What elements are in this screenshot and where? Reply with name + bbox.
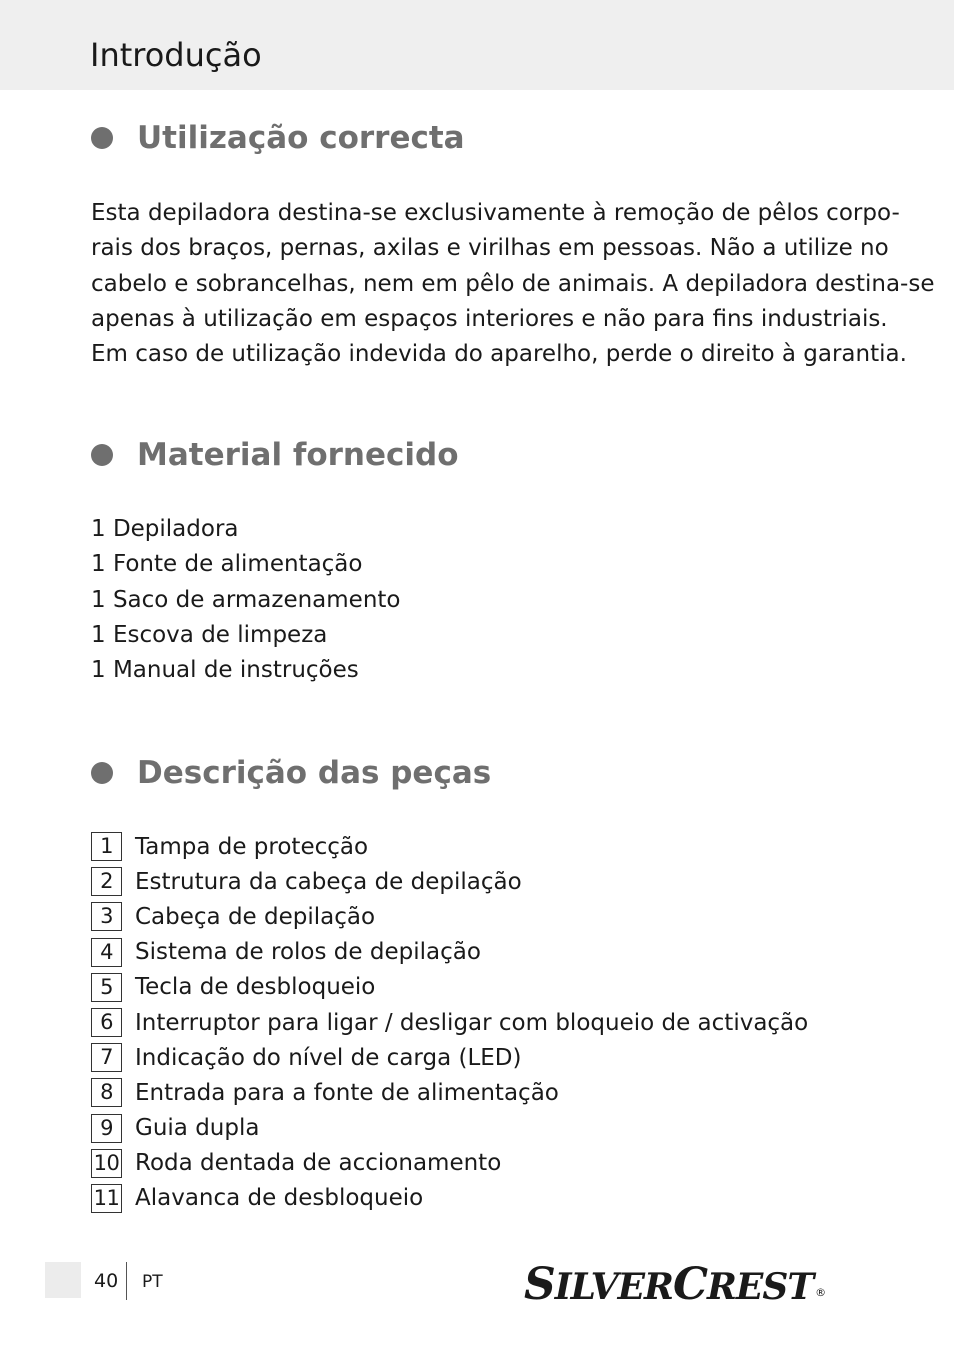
section-title: Utilização correcta xyxy=(137,120,465,156)
registered-mark: ® xyxy=(815,1286,826,1299)
bullet-icon xyxy=(91,762,113,784)
part-label: Tampa de protecção xyxy=(135,833,369,860)
part-row xyxy=(91,1111,808,1146)
footer-divider xyxy=(126,1262,127,1300)
part-row xyxy=(91,829,808,864)
paragraph-line: rais dos braços, pernas, axilas e virilhas em pessoas. Não a utilize no xyxy=(91,235,889,262)
brand-logo-ilver: ILVER xyxy=(554,1266,673,1308)
part-row xyxy=(91,1005,808,1040)
part-number: 4 xyxy=(91,938,122,967)
parts-list xyxy=(91,829,808,1216)
brand-logo-rest: REST xyxy=(706,1266,814,1308)
part-number: 6 xyxy=(91,1008,122,1037)
part-row xyxy=(91,1146,808,1181)
bullet-icon xyxy=(91,444,113,466)
part-row xyxy=(91,899,808,934)
paragraph-line: cabelo e sobrancelhas, nem em pêlo de animais. A depiladora destina-se xyxy=(91,270,935,297)
part-label: Alavanca de desbloqueio xyxy=(135,1185,424,1212)
part-label: Guia dupla xyxy=(135,1115,260,1142)
list-item: 1 Saco de armazenamento xyxy=(91,586,401,613)
brand-logo xyxy=(524,1258,826,1314)
list-item: 1 Escova de limpeza xyxy=(91,621,328,648)
list-item: 1 Depiladora xyxy=(91,516,239,542)
section-heading-material xyxy=(91,435,459,475)
page-number: 40 xyxy=(94,1270,119,1292)
paragraph-line: Esta depiladora destina-se exclusivamente à remoção de pêlos corpo- xyxy=(91,200,900,226)
page-marker-box xyxy=(45,1262,81,1298)
brand-logo-c: C xyxy=(672,1259,707,1310)
part-number: 7 xyxy=(91,1043,122,1072)
part-label: Cabeça de depilação xyxy=(135,903,376,930)
part-label: Tecla de desbloqueio xyxy=(135,974,376,1001)
list-item: 1 Manual de instruções xyxy=(91,657,359,684)
page-title: Introdução xyxy=(90,36,262,74)
paragraph-line: Em caso de utilização indevida do aparelho, perde o direito à garantia. xyxy=(91,341,907,368)
part-row xyxy=(91,1040,808,1075)
part-number: 2 xyxy=(91,867,122,896)
list-item: 1 Fonte de alimentação xyxy=(91,551,363,578)
part-label: Roda dentada de accionamento xyxy=(135,1150,502,1177)
section-heading-descricao xyxy=(91,753,491,793)
part-number: 8 xyxy=(91,1078,122,1107)
part-number: 9 xyxy=(91,1114,122,1143)
part-label: Indicação do nível de carga (LED) xyxy=(135,1044,522,1071)
part-row xyxy=(91,1075,808,1110)
intended-use-paragraph xyxy=(91,196,935,372)
part-label: Entrada para a fonte de alimentação xyxy=(135,1079,559,1106)
bullet-icon xyxy=(91,127,113,149)
part-label: Estrutura da cabeça de depilação xyxy=(135,868,522,895)
part-number: 3 xyxy=(91,902,122,931)
part-number: 11 xyxy=(91,1184,122,1213)
part-label: Sistema de rolos de depilação xyxy=(135,939,481,966)
section-title: Material fornecido xyxy=(137,437,459,473)
language-code: PT xyxy=(142,1272,163,1292)
part-row xyxy=(91,864,808,899)
part-row xyxy=(91,1181,808,1216)
supplied-items-list xyxy=(91,512,401,688)
part-row xyxy=(91,970,808,1005)
section-title: Descrição das peças xyxy=(137,755,492,791)
part-row xyxy=(91,935,808,970)
part-label: Interruptor para ligar / desligar com bloqueio de activação xyxy=(135,1009,809,1036)
brand-logo-s1: S xyxy=(524,1259,555,1310)
paragraph-line: apenas à utilização em espaços interiores e não para fins industriais. xyxy=(91,305,888,332)
part-number: 5 xyxy=(91,973,122,1002)
part-number: 1 xyxy=(91,832,122,861)
section-heading-utilizacao xyxy=(91,118,465,158)
part-number: 10 xyxy=(91,1149,122,1178)
